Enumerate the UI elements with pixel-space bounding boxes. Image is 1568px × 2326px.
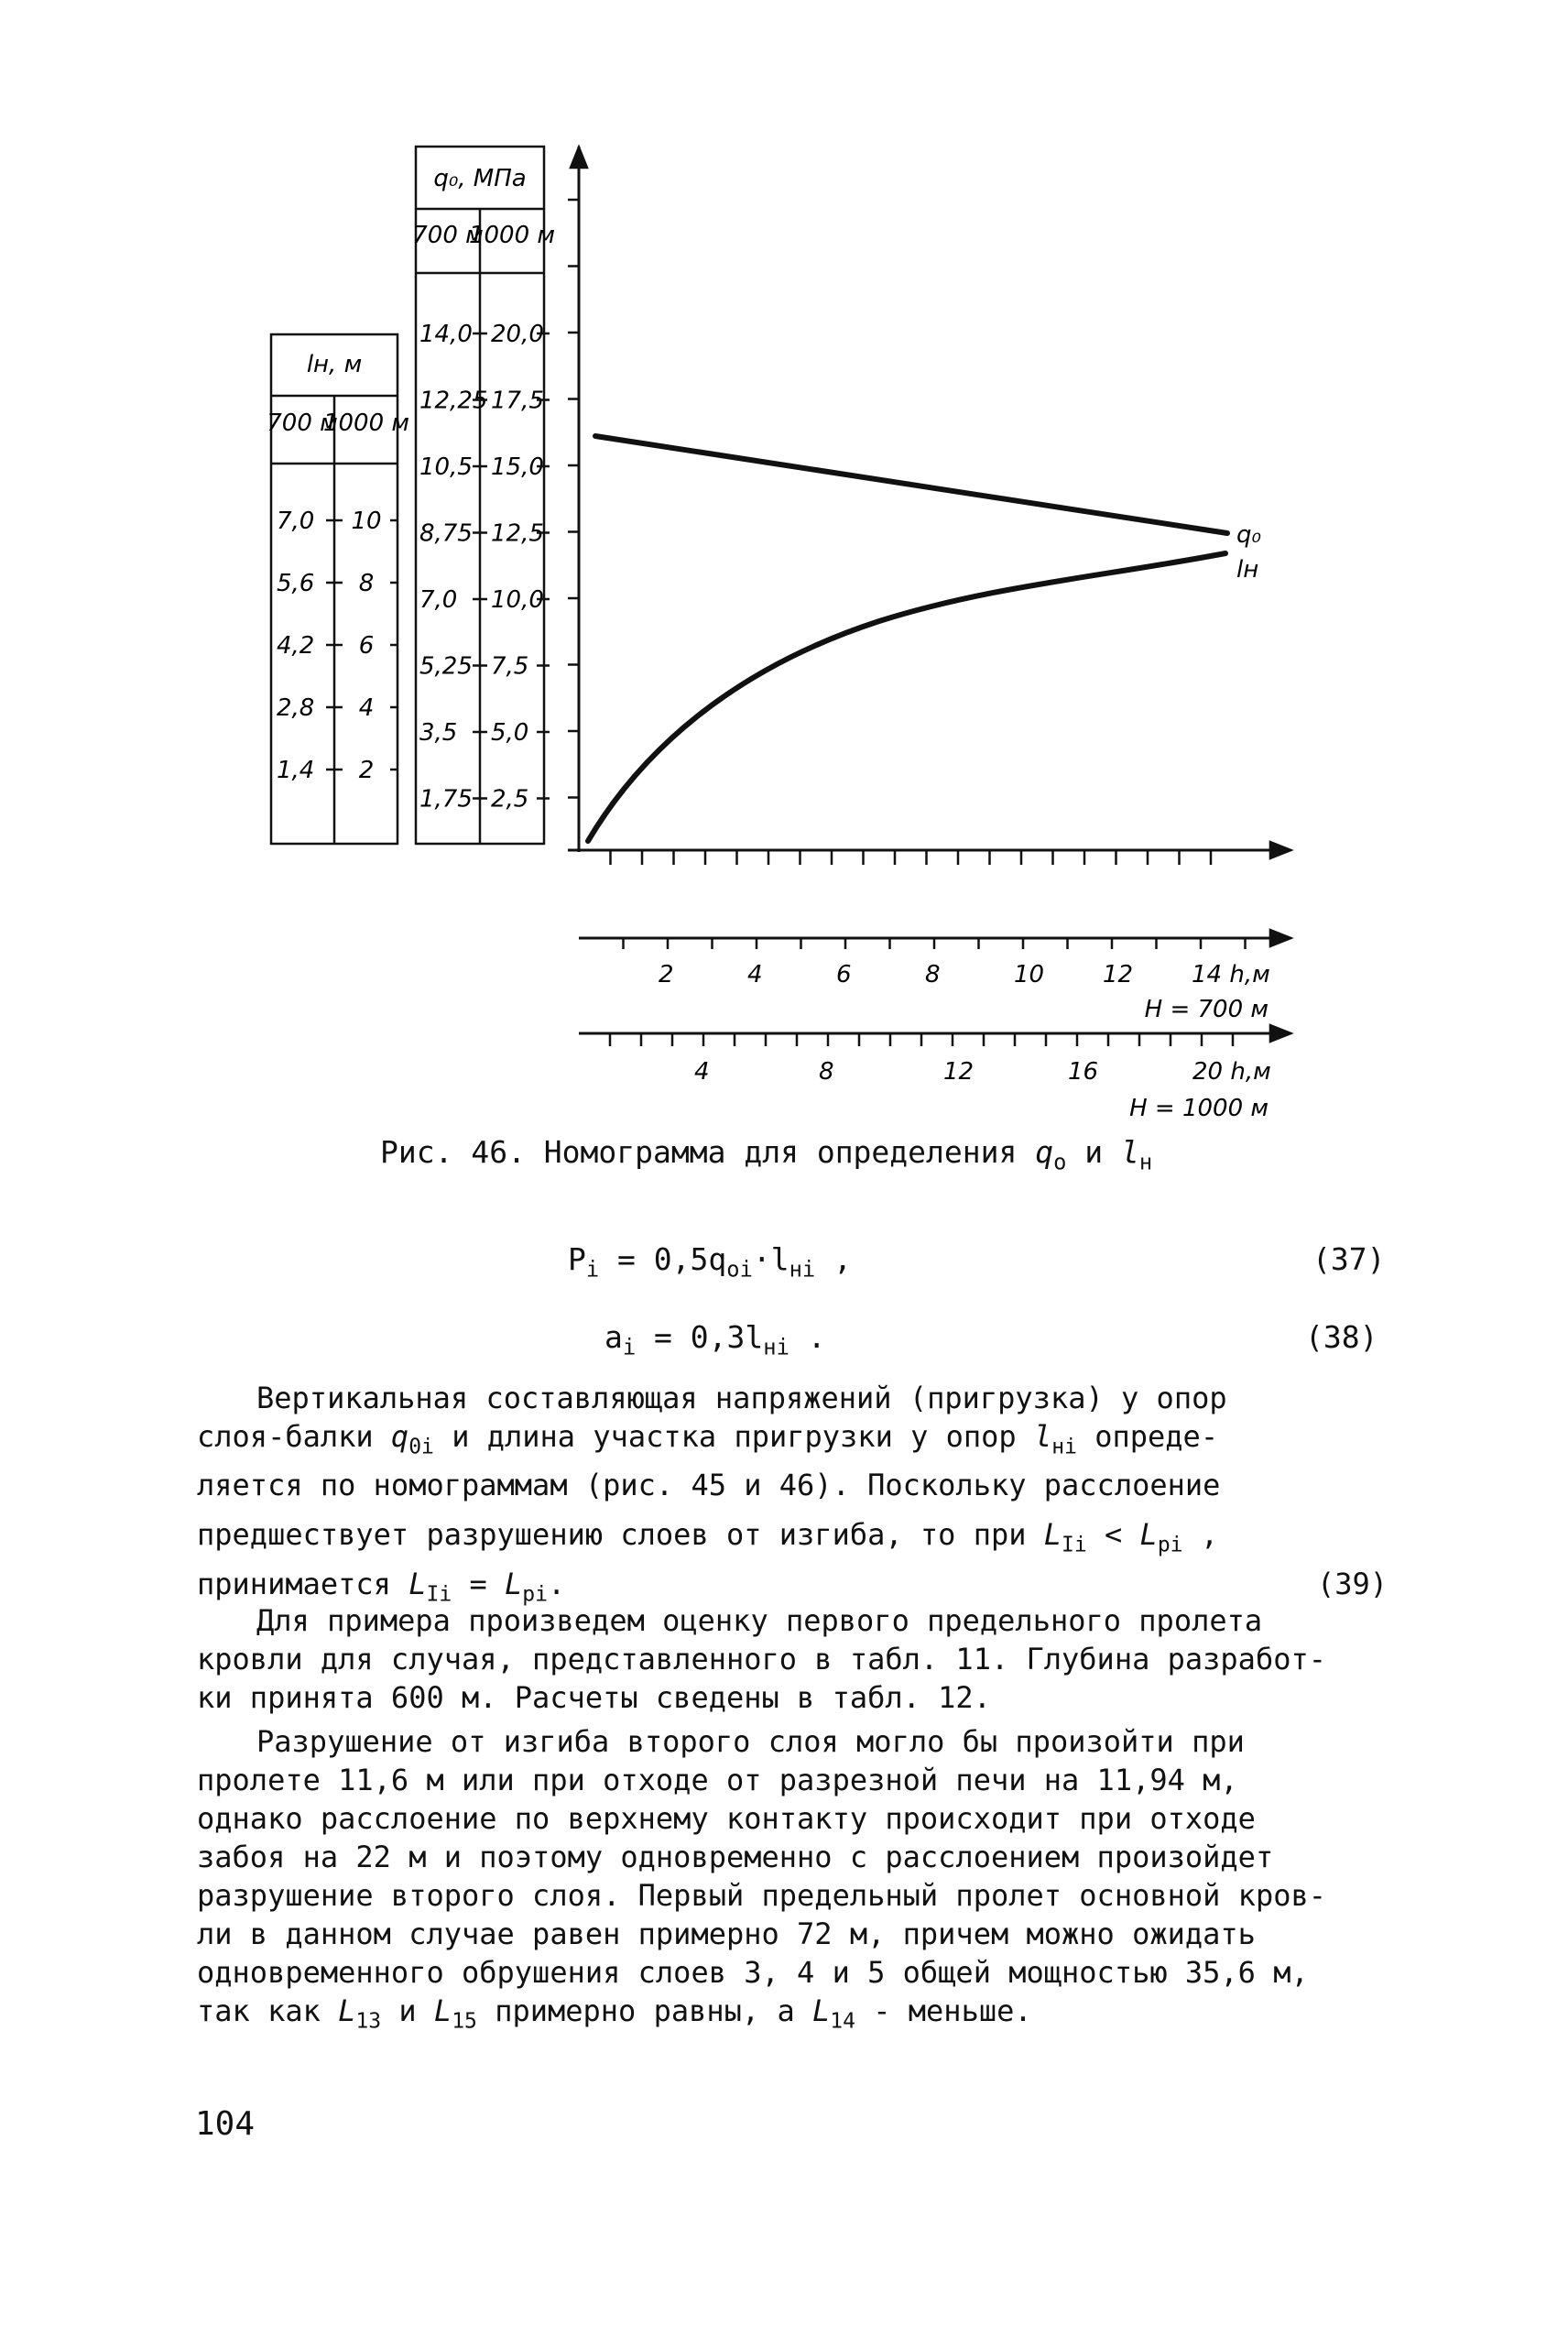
axis-1000-tick-label: 20 h,м bbox=[1192, 1058, 1271, 1086]
lh-table-cells bbox=[277, 508, 397, 784]
eq37-sub1: oi bbox=[726, 1256, 753, 1283]
q0-curve-label: q₀ bbox=[1236, 521, 1261, 549]
p1l5-L1: L bbox=[408, 1566, 427, 1601]
q0-1000-value: 2,5 bbox=[491, 785, 529, 814]
equation-38 bbox=[604, 1319, 826, 1360]
axis-700-tick-labels bbox=[659, 961, 1270, 988]
q0-700-value: 7,0 bbox=[419, 586, 458, 614]
equation-37-number: (37) bbox=[1312, 1241, 1386, 1277]
figure-caption bbox=[380, 1134, 1152, 1175]
p3-L15: L bbox=[433, 1993, 452, 2028]
lh-curve bbox=[588, 553, 1225, 841]
axis-700-tick-label: 10 bbox=[1014, 961, 1045, 988]
lh-700-value: 4,2 bbox=[277, 632, 315, 660]
lh-1000-value: 6 bbox=[358, 632, 375, 660]
y-axis-ticks bbox=[568, 200, 579, 798]
axis-1000-tick-label: 16 bbox=[1068, 1058, 1099, 1086]
paragraph-1 bbox=[197, 1379, 1388, 1613]
p1l4-L2: L bbox=[1139, 1517, 1158, 1553]
x-axis-ticks bbox=[611, 850, 1212, 865]
q0-700-value: 5,25 bbox=[419, 652, 473, 681]
p1l4-L1-sub: Ii bbox=[1062, 1533, 1087, 1557]
p1l2c: опреде- bbox=[1076, 1419, 1219, 1454]
p1l5-L1-sub: Ii bbox=[426, 1582, 452, 1607]
para1-line2 bbox=[197, 1417, 1388, 1466]
caption-q-sub: o bbox=[1053, 1149, 1067, 1175]
p1l5-L2: L bbox=[504, 1566, 523, 1601]
para3-line6: ли в данном случае равен примерно 72 м, причем можно ожидать bbox=[197, 1916, 1256, 1951]
q0-700-value: 12,25 bbox=[419, 387, 488, 415]
eq38-lhs-sub: i bbox=[622, 1334, 637, 1360]
q0-curve bbox=[595, 436, 1227, 533]
page-number: 104 bbox=[195, 2105, 256, 2143]
axis-1000-tick-labels bbox=[694, 1058, 1271, 1086]
q0-table-cells bbox=[419, 321, 550, 814]
p3-last-c: примерно равны, а bbox=[476, 1993, 812, 2028]
axis-700-tick-label: 8 bbox=[925, 961, 941, 988]
eq37-body1: = 0,5q bbox=[599, 1241, 727, 1277]
axis-700-tick-label: 6 bbox=[836, 961, 852, 988]
lh-1000-value: 8 bbox=[358, 570, 375, 597]
axis-700-ticks bbox=[624, 938, 1246, 949]
p1l2b: и длина участка пригрузки у опор bbox=[433, 1419, 1034, 1454]
eq37-lhs-sub: i bbox=[585, 1256, 600, 1283]
para2-line1: Для примера произведем оценку первого предельного пролета bbox=[256, 1603, 1263, 1638]
lh-1000-value: 4 bbox=[358, 694, 375, 722]
p1-q: q bbox=[390, 1419, 409, 1454]
para3-line5: разрушение второго слоя. Первый предельный пролет основной кров- bbox=[197, 1878, 1326, 1913]
caption-l-sub: н bbox=[1138, 1149, 1153, 1175]
lh-curve-label: lн bbox=[1236, 556, 1259, 584]
para3-line1: Разрушение от изгиба второго слоя могло бы произойти при bbox=[256, 1724, 1245, 1759]
q0-700-value: 1,75 bbox=[419, 785, 473, 814]
caption-mid: и bbox=[1066, 1134, 1122, 1170]
equation-39-number: (39) bbox=[1316, 1566, 1388, 1601]
lh-1000-value: 10 bbox=[351, 508, 382, 535]
para1-line1: Вертикальная составляющая напряжений (пригрузка) у опор bbox=[256, 1381, 1227, 1415]
q0-700-value: 3,5 bbox=[419, 719, 458, 747]
caption-q: q bbox=[1035, 1134, 1054, 1170]
p1l4-L1: L bbox=[1043, 1517, 1062, 1553]
equation-38-number: (38) bbox=[1305, 1319, 1378, 1355]
caption-prefix: Рис. 46. Номограмма для определения bbox=[380, 1134, 1036, 1170]
p3-L13-sub: 13 bbox=[355, 2009, 382, 2034]
p3-L13: L bbox=[338, 1993, 356, 2028]
q0-700-value: 8,75 bbox=[419, 519, 473, 548]
lh-col1000-label: 1000 м bbox=[322, 410, 410, 437]
p1l5a: принимается bbox=[197, 1566, 409, 1601]
p3-last-d: - меньше. bbox=[855, 1993, 1032, 2028]
lh-700-value: 1,4 bbox=[277, 757, 315, 784]
axis-700-tick-label: 14 h,м bbox=[1192, 961, 1270, 988]
eq37-tail: , bbox=[815, 1241, 852, 1277]
q0-700-value: 10,5 bbox=[419, 453, 473, 481]
para3-line3: однако расслоение по верхнему контакту происходит при отходе bbox=[197, 1801, 1256, 1836]
q0-1000-value: 15,0 bbox=[491, 453, 544, 481]
eq37-body2: ·l bbox=[752, 1241, 789, 1277]
p1l5-eq: = bbox=[452, 1566, 505, 1601]
p1l4-end: , bbox=[1182, 1517, 1219, 1553]
p1l4a: предшествует разрушению слоев от изгиба, то при bbox=[197, 1517, 1044, 1553]
lh-col700-label: 700 м bbox=[267, 410, 338, 437]
axis-1000-label: H = 1000 м bbox=[1129, 1095, 1269, 1122]
para3-line7: одновременного обрушения слоев 3, 4 и 5 общей мощностью 35,6 м, bbox=[197, 1955, 1309, 1990]
axis-1000-tick-label: 4 bbox=[694, 1058, 710, 1086]
p3-last-a: так как bbox=[197, 1993, 339, 2028]
axis-700-label: H = 700 м bbox=[1144, 996, 1269, 1023]
eq38-sub1: нi bbox=[763, 1334, 789, 1360]
lh-700-value: 5,6 bbox=[277, 570, 315, 597]
para1-line3: ляется по номограммам (рис. 45 и 46). Поскольку расслоение bbox=[197, 1468, 1221, 1503]
p1l4-L2-sub: pi bbox=[1157, 1533, 1183, 1557]
q0-1000-value: 7,5 bbox=[491, 652, 529, 681]
axis-1000-ticks bbox=[610, 1033, 1233, 1046]
p1l5-L2-sub: pi bbox=[522, 1582, 548, 1607]
q0-col700-label: 700 м bbox=[412, 222, 484, 249]
eq38-body1: = 0,3l bbox=[636, 1319, 764, 1355]
caption-l: l bbox=[1121, 1134, 1139, 1170]
q0-1000-value: 10,0 bbox=[491, 586, 544, 614]
q0-1000-value: 17,5 bbox=[491, 387, 544, 415]
p1-l: l bbox=[1033, 1419, 1052, 1454]
q0-1000-value: 12,5 bbox=[491, 519, 544, 548]
q0-col1000-label: 1000 м bbox=[468, 222, 556, 249]
lh-1000-value: 2 bbox=[358, 757, 375, 784]
q0-table-header: q₀, МПа bbox=[433, 165, 527, 192]
axis-1000-tick-label: 8 bbox=[819, 1058, 834, 1086]
lh-700-value: 2,8 bbox=[277, 694, 315, 722]
q0-1000-value: 20,0 bbox=[491, 321, 544, 348]
p1l2a: слоя-балки bbox=[197, 1419, 391, 1454]
para3-line8 bbox=[197, 1992, 1388, 2040]
p3-L15-sub: 15 bbox=[452, 2009, 477, 2034]
eq37-sub2: нi bbox=[789, 1256, 816, 1283]
q0-1000-value: 5,0 bbox=[491, 719, 529, 747]
eq38-lhs: a bbox=[604, 1319, 623, 1355]
para1-line4 bbox=[197, 1515, 1388, 1564]
eq37-lhs: P bbox=[568, 1241, 586, 1277]
p1l4-op: < bbox=[1086, 1517, 1140, 1553]
eq38-tail: . bbox=[789, 1319, 826, 1355]
p3-L14: L bbox=[811, 1993, 831, 2028]
p3-last-b: и bbox=[381, 1993, 434, 2028]
axis-700-tick-label: 12 bbox=[1103, 961, 1134, 988]
lh-700-value: 7,0 bbox=[277, 508, 315, 535]
para3-line4: забоя на 22 м и поэтому одновременно с расслоением произойдет bbox=[197, 1840, 1274, 1874]
para2-line2: кровли для случая, представленного в табл. 11. Глубина разработ- bbox=[197, 1642, 1326, 1676]
para2-line3: ки принята 600 м. Расчеты сведены в табл. 12. bbox=[197, 1680, 991, 1715]
paragraph-3 bbox=[197, 1722, 1388, 2040]
p3-L14-sub: 14 bbox=[830, 2009, 855, 2034]
p1l5-end: . bbox=[547, 1566, 566, 1601]
q0-700-value: 14,0 bbox=[419, 321, 473, 348]
equation-37 bbox=[568, 1241, 852, 1283]
axis-700-tick-label: 4 bbox=[747, 961, 763, 988]
para3-line2: пролете 11,6 м или при отходе от разрезной печи на 11,94 м, bbox=[197, 1763, 1238, 1797]
paragraph-2 bbox=[197, 1601, 1388, 1717]
lh-table-header: lн, м bbox=[306, 351, 363, 378]
axis-1000-tick-label: 12 bbox=[943, 1058, 975, 1086]
p1-q-sub: 0i bbox=[408, 1435, 434, 1459]
axis-700-tick-label: 2 bbox=[659, 961, 674, 988]
p1-l-sub: нi bbox=[1051, 1435, 1077, 1459]
